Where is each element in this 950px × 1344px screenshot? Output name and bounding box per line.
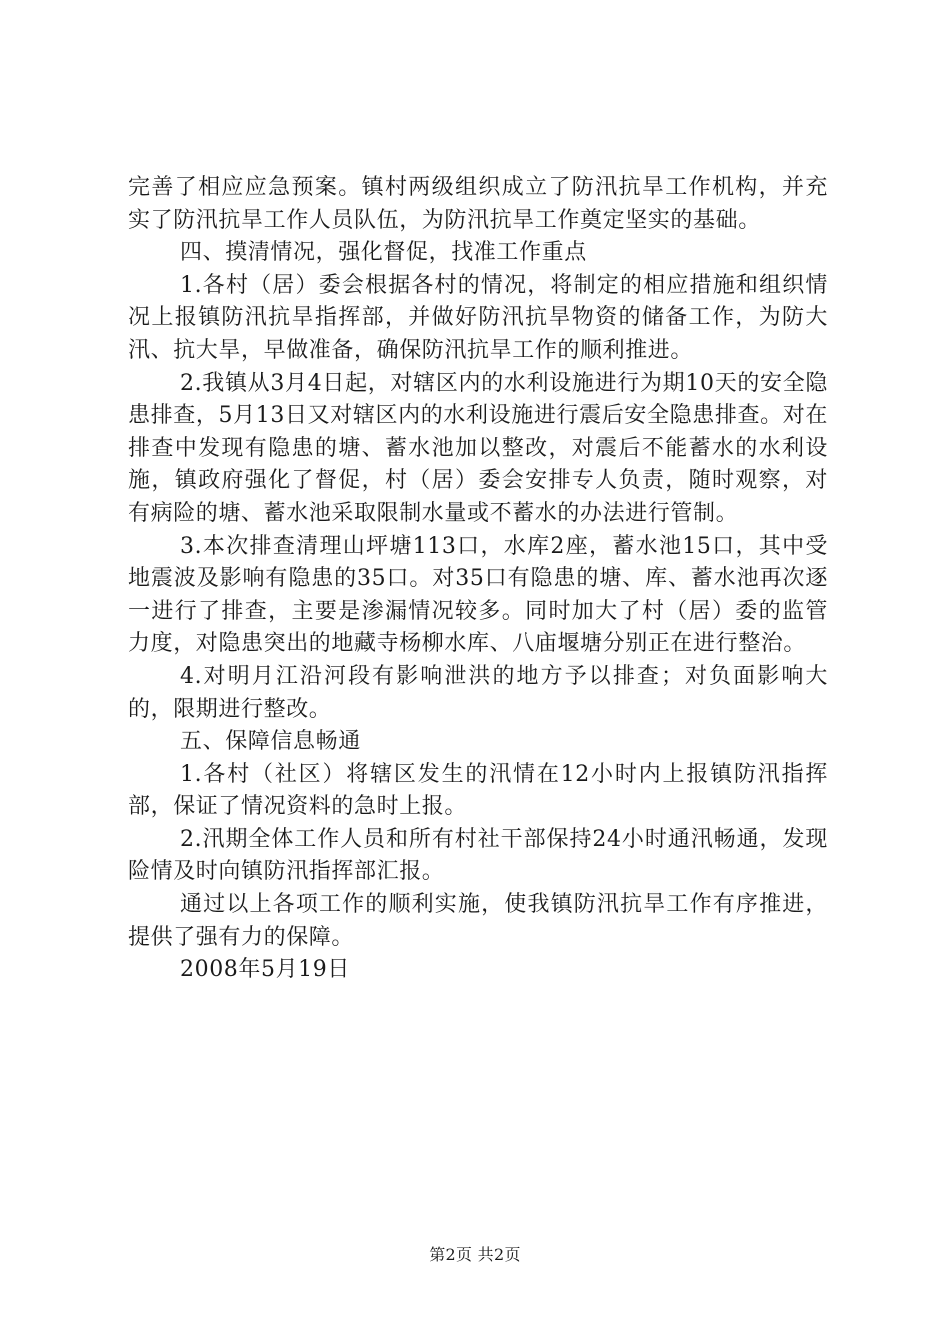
paragraph-item-1: 1.各村（居）委会根据各村的情况，将制定的相应措施和组织情况上报镇防汛抗旱指挥部，并做好防汛抗旱物资的储备工作，为防大汛、抗大旱，早做准备，确保防汛抗旱工作的顺利推进。 <box>128 272 828 363</box>
paragraph-info-2: 2.汛期全体工作人员和所有村社干部保持24小时通汛畅通，发现险情及时向镇防汛指挥部汇报。 <box>128 826 828 885</box>
page-footer: 第2页 共2页 <box>429 1245 521 1264</box>
paragraph-continuation: 完善了相应应急预案。镇村两级组织成立了防汛抗旱工作机构，并充实了防汛抗旱工作人员队伍，为防汛抗旱工作奠定坚实的基础。 <box>128 175 828 233</box>
document-date: 2008年5月19日 <box>180 957 350 983</box>
section-heading-four: 四、摸清情况，强化督促，找准工作重点 <box>180 240 587 266</box>
paragraph-conclusion: 通过以上各项工作的顺利实施，使我镇防汛抗旱工作有序推进，提供了强有力的保障。 <box>128 892 828 950</box>
paragraph-item-4: 4.对明月江沿河段有影响泄洪的地方予以排查；对负面影响大的，限期进行整改。 <box>128 663 828 722</box>
section-heading-five: 五、保障信息畅通 <box>180 729 361 755</box>
paragraph-item-3: 3.本次排查清理山坪塘113口，水库2座，蓄水池15口，其中受地震波及影响有隐患的35口。对35口有隐患的塘、库、蓄水池再次逐一进行了排查，主要是渗漏情况较多。同时加大了村（居）委的监管力度，对隐患突出的地藏寺杨柳水库、八庙堰塘分别正在进行整治。 <box>128 533 828 657</box>
document-body <box>128 172 828 987</box>
paragraph-info-1: 1.各村（社区）将辖区发生的汛情在12小时内上报镇防汛指挥部，保证了情况资料的急时上报。 <box>128 761 828 820</box>
paragraph-item-2: 2.我镇从3月4日起，对辖区内的水利设施进行为期10天的安全隐患排查，5月13日又对辖区内的水利设施进行震后安全隐患排查。对在排查中发现有隐患的塘、蓄水池加以整改，对震后不能蓄水的水利设施，镇政府强化了督促，村（居）委会安排专人负责，随时观察，对有病险的塘、蓄水池采取限制水量或不蓄水的办法进行管制。 <box>128 370 828 526</box>
